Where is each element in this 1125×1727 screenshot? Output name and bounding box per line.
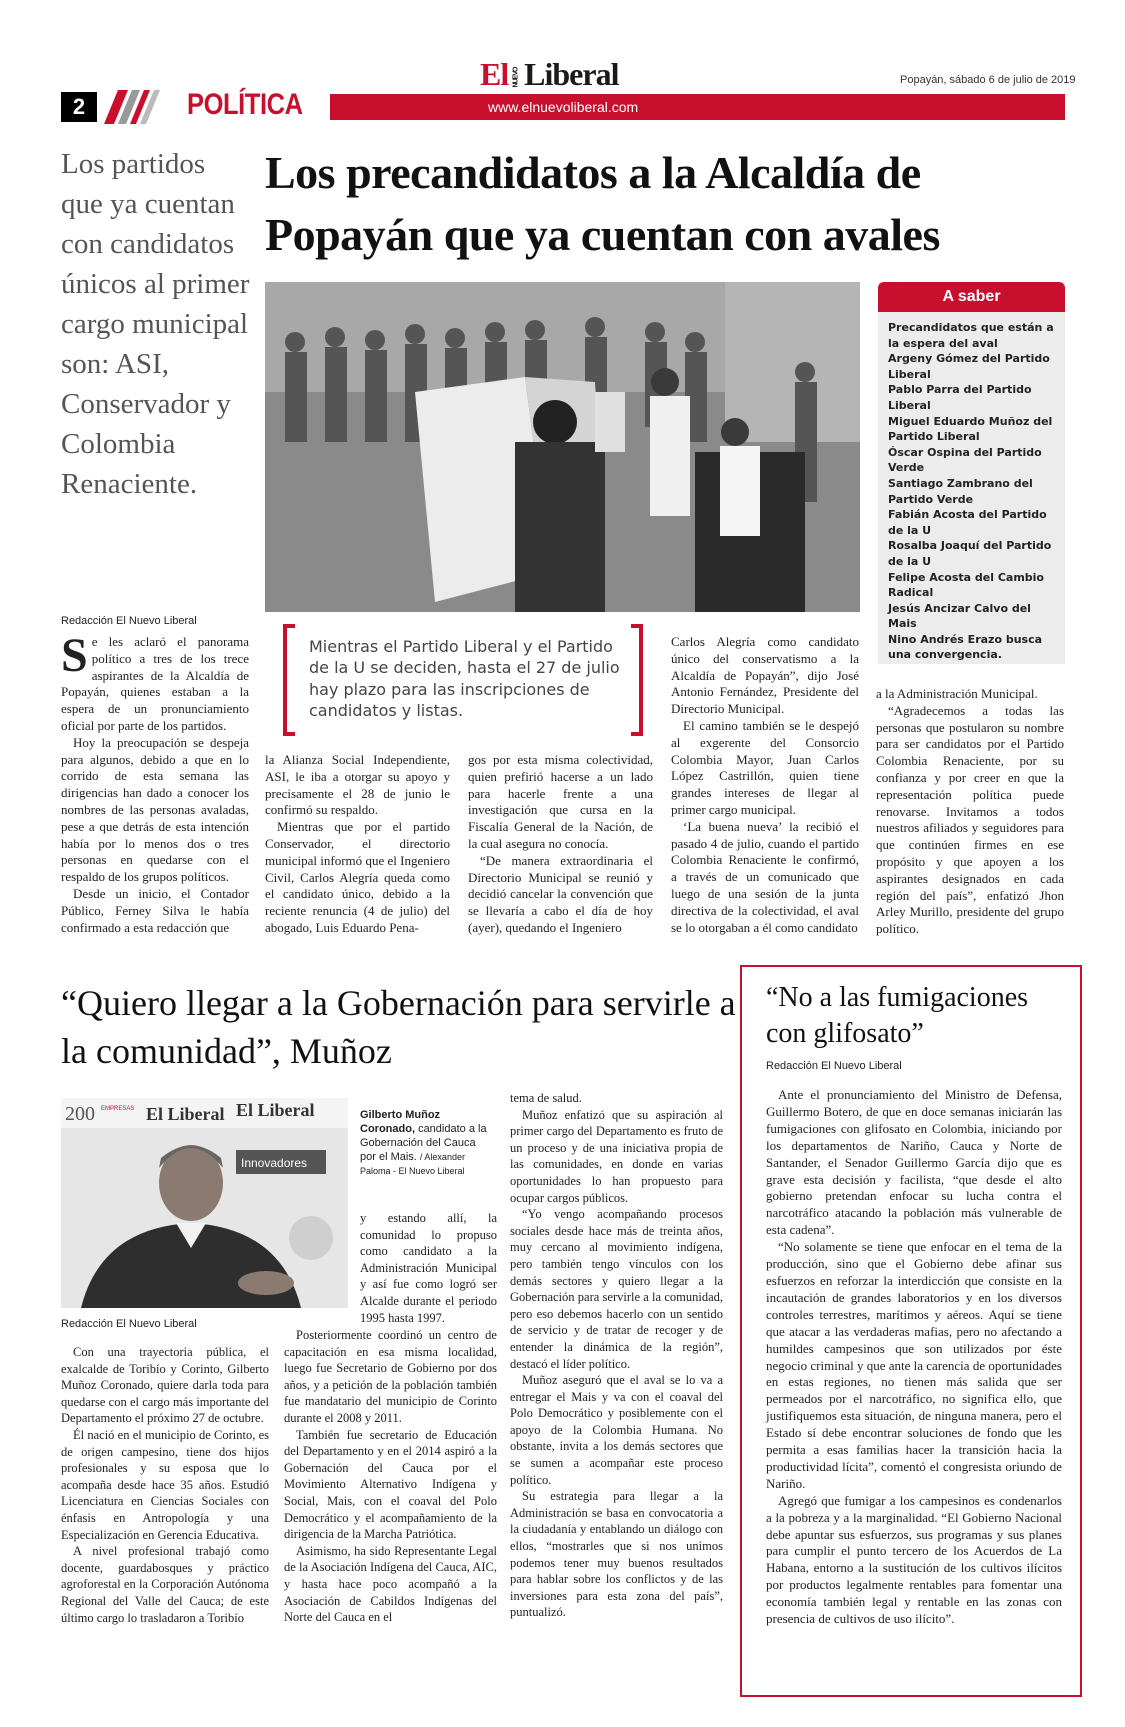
bracket-right	[631, 624, 643, 736]
paragraph: tema de salud.	[510, 1091, 582, 1105]
caption-text: candidato a la Gobernación del Cauca por el Mais.	[360, 1123, 487, 1163]
article2-headline: “Quiero llegar a la Gobernación para servirle a la comunidad”, Muñoz	[61, 983, 736, 1071]
paragraph: Muñoz aseguró que el aval se lo va a entregar el Mais y va con el coaval del Polo Democrático y posiblemente con el apoyo de la Colombia Humana. No obstante, invita a los demás sectores que se sumen a acompañar este proceso político.	[510, 1373, 723, 1487]
voting-photo	[265, 282, 860, 612]
paragraph: “No solamente se tiene que enfocar en el tema de la producción, sino que el Gobierno debe afinar sus esfuerzos en reforzar la interdicción que consiste en la incautación de grandes laboratorios y en los diversos controles terrestres, marítimos y aéreos. Aquí se tiene que atacar a las verdaderas mafias, pero no afectando a humildes campesinos que son utilizados por éste negocio criminal y que ante la carencia de oportunidades en estas regiones, no tienen más salida que ser permeados por el narcotráfico, no significa ello, que justifiquemos esta situación, de ninguna manera, pero el Estado sí debe encontrar soluciones de fondo que les permita a esas familias hacer la transición hacia la productividad lícita”, comentó el congresista oriundo de Nariño.	[766, 1239, 1062, 1491]
sidebar-list	[888, 320, 1060, 663]
list-item: Rosalba Joaquí del Partido de la U	[888, 539, 1052, 568]
article1-column-2	[265, 752, 450, 937]
paragraph: Hoy la preocupación se despeja para algunos, debido a que en lo corrido de esta semana las dirigencias han dado a conocer los nombres de las personas avaladas, pese a que detrás de esta intención había por lo menos dos o tres personas en quedarse con el respaldo de los grupos políticos.	[61, 734, 249, 885]
page-number: 2	[61, 92, 97, 122]
list-item: Santiago Zambrano del Partido Verde	[888, 476, 1033, 506]
list-item: Jesús Ancizar Calvo del Mais	[888, 601, 1031, 631]
paragraph: Muñoz enfatizó que su aspiración al primer cargo del Departamento es fruto de un proceso y de una iniciativa propia de las comunidades, en donde en varias oportunidades lo han propuesto para ocupar cargos públicos.	[510, 1107, 723, 1205]
section-title: POLÍTICA	[187, 88, 303, 121]
paragraph: Ante el pronunciamiento del Ministro de Defensa, Guillermo Botero, de que en doce semanas iniciarán las fumigaciones con glifosato en Colombia, iniciando por los departamentos de Nariño, Cauca y Norte de Santander, el Senador Guillermo García dijo que es grave esta decisión y facilista, “que desde el alto gobierno pretendan enfocar su lucha contra el narcotráfico atacando la población más vulnerable de esta cadena”.	[766, 1087, 1062, 1238]
paragraph: “Agradecemos a todas las personas que postularon su nombre para ser candidatos por el Partido Colombia Renaciente, por su confianza y por creer en que la representación política puede renovarse. Invitamos a todos nuestros afiliados y seguidores para que continúen firmes en ese propósito y que apoyen a los aspirantes designados en cada región del país”, enfatizó Jhon Arley Murillo, presidente del grupo político.	[876, 702, 1064, 937]
bracket-left	[283, 624, 295, 736]
paragraph: Su estrategia para llegar a la Administración se basa en convocatoria a la ciudadanía y entablando un diálogo con ellos, “mostrarles que si nos unimos podemos tener muy buenos resultados para hablar sobre los conflictos y de las inversiones para esta zona del país”, puntualizó.	[510, 1489, 723, 1620]
article1-column-4	[671, 634, 859, 936]
paragraph: Agregó que fumigar a los campesinos es condenarlos a la pobreza y a la marginalidad. “El Gobierno Nacional debe apuntar sus esfuerzos, sus programas y sus planes para cumplir el punto tercero de los Acuerdos de La Habana, entorno a la sustitución de los cultivos ilícitos por productos legalmente rentables para fomentar una economía también legal y rentable en las zonas con presencia de cultivos de uso ilícito”.	[766, 1492, 1062, 1627]
list-item: Pablo Parra del Partido Liberal	[888, 383, 1032, 412]
list-item: Nino Andrés Erazo busca una convergencia.	[888, 632, 1043, 662]
list-item: Miguel Eduardo Muñoz del Partido Liberal	[888, 414, 1053, 444]
article2-column-1	[61, 1344, 269, 1626]
article3-body	[766, 1087, 1062, 1628]
photo-banner-innovadores: Innovadores	[241, 1156, 308, 1170]
paragraph: ‘La buena nueva’ la recibió el pasado 4 de julio, cuando el partido Colombia Renaciente le confirmó, a través de un comunicado que luego de una sesión de la junta directiva de la colectividad, el aval se lo otorgaban a él como candidato	[671, 818, 859, 935]
article2-column-2a	[360, 1210, 497, 1326]
candidate-photo	[61, 1098, 348, 1308]
paragraph: e les aclaró el panorama político a tres de los trece aspirantes de la Alcaldía de Popayán, quienes estaban a la espera de un pronunciamiento oficial por parte de los partidos.	[61, 634, 249, 733]
paragraph: Asimismo, ha sido Representante Legal de la Asociación Indígena del Cauca, AIC, y hasta hace poco acompañó a la Asociación de Cabildos Indígenas del Norte del Cauca en el	[284, 1543, 497, 1625]
article1-column-5	[876, 686, 1064, 938]
list-item: Óscar Ospina del Partido Verde	[888, 445, 1042, 475]
dateline: Popayán, sábado 6 de julio de 2019	[900, 74, 1076, 86]
article1-byline: Redacción El Nuevo Liberal	[61, 615, 197, 627]
paragraph: Con una trayectoria pública, el exalcalde de Toribío y Corinto, Gilberto Muñoz Coronado, quiere darla toda para quedarse con el cargo más importante del Departamento el próximo 27 de octubre.	[61, 1345, 269, 1426]
paragraph: “De manera extraordinaria el Directorio Municipal se reunió y decidió cancelar la convención que se llevaría a cabo el día de hoy (ayer), quedando el Ingeniero	[468, 852, 653, 935]
quote-box-text: Mientras el Partido Liberal y el Partido de la U se deciden, hasta el 27 de julio hay plazo para las inscripciones de candidatos y listas.	[309, 637, 620, 720]
photo-banner-empresas: EMPRESAS	[101, 1106, 135, 1112]
photo-caption	[360, 1108, 490, 1178]
paragraph: a la Administración Municipal.	[876, 686, 1038, 701]
main-headline: Los precandidatos a la Alcaldía de Popayán que ya cuentan con avales	[265, 147, 940, 261]
paragraph: A nivel profesional trabajó como docente, guardabosques y práctico agroforestal en la Corporación Autónoma Regional del Valle del Cauca; de este último cargo lo trasladaron a Toribío	[61, 1544, 269, 1625]
paragraph: Desde un inicio, el Contador Público, Ferney Silva le había confirmado a esta redacción que	[61, 885, 249, 935]
article2-column-2	[284, 1327, 497, 1626]
header-red-bar	[330, 94, 1065, 120]
article2-byline: Redacción El Nuevo Liberal	[61, 1318, 197, 1330]
paragraph: y estando allí, la comunidad lo propuso como candidato a la Administración Municipal y así fue como logró ser Alcalde durante el periodo 1995 hasta 1997.	[360, 1211, 497, 1325]
paragraph: Posteriormente coordinó un centro de capacitación en esa misma localidad, luego fue Secretario de Gobierno por dos años, y a petición de la población también fue mandatario del municipio de Corinto durante el 2008 y 2011.	[284, 1328, 497, 1425]
dropcap: S	[61, 629, 88, 682]
pull-quote: Los partidos que ya cuentan con candidatos únicos al primer cargo municipal son: ASI, Conservador y Colombia Renaciente.	[61, 148, 250, 501]
photo-banner-1: El Liberal	[146, 1104, 225, 1124]
paragraph: “Yo vengo acompañando procesos sociales desde hace más de treinta años, muy cercano al movimiento indígena, pero también tengo vínculos con los demás sectores y quiero llegar a la Gobernación para servirle a la comunidad, pero eso debemos hacerlo con un sentido de servicio y de tratar de recoger y de entender la dinámica de la región”, destacó el líder político.	[510, 1207, 723, 1371]
list-item: Fabián Acosta del Partido de la U	[888, 508, 1047, 537]
photo-banner-2: El Liberal	[236, 1100, 315, 1120]
article1-column-1	[61, 629, 249, 936]
paragraph: Él nació en el municipio de Corinto, es de origen campesino, tiene dos hijos profesionales y su esposa que lo acompaña desde hace 35 años. Estudió Licenciatura en Ciencias Sociales con énfasis en Antropología y una Especialización en Gerencia Educativa.	[61, 1427, 269, 1542]
paragraph: gos por esta misma colectividad, quien prefirió hacerse a un lado para hacerle frente a una investigación que cursa en la Fiscalía General de la Nación, de la cual asegura no conocía.	[468, 752, 653, 851]
article3-headline: “No a las fumigaciones con glifosato”	[766, 982, 1029, 1050]
paragraph: Mientras que por el partido Conservador, el directorio municipal informó que el Ingeniero Civil, Carlos Alegría queda como el candidato único, debido a la reciente renuncia (4 de julio) del abogado, Luis Eduardo Pena-	[265, 819, 450, 935]
paragraph: Carlos Alegría como candidato único del conservatismo a la Alcaldía de Popayán”, dijo José Antonio Fernández, Presidente del Directorio Municipal.	[671, 634, 859, 717]
site-url: www.elnuevoliberal.com	[488, 99, 639, 115]
newspaper-logo	[480, 56, 618, 93]
list-item: Precandidatos que están a la espera del aval	[888, 321, 1054, 350]
paragraph: El camino también se le despejó al exgerente del Consorcio Colombia Mayor, Juan Carlos López Castrillón, quien tiene grandes intereses de llegar al primer cargo municipal.	[671, 717, 859, 817]
logo-nuevo: NUEVO	[512, 67, 520, 88]
caption-name: Gilberto Muñoz Coronado,	[360, 1109, 441, 1135]
article2-column-3	[510, 1090, 723, 1621]
caption-credit: / Alexander Paloma - El Nuevo Liberal	[360, 1152, 465, 1176]
sidebar-title: A saber	[878, 282, 1065, 312]
logo-el: El	[480, 56, 509, 92]
logo-liberal: Liberal	[524, 56, 619, 92]
article3-byline: Redacción El Nuevo Liberal	[766, 1060, 902, 1072]
stripes-decoration	[104, 90, 164, 124]
paragraph: También fue secretario de Educación del Departamento y en el 2014 aspiró a la Gobernación del Cauca por el Movimiento Alternativo Indígena y Social, Mais, con el coaval del Polo Democrático y el acompañamiento de la dirigencia de la Marcha Patriótica.	[284, 1427, 497, 1542]
quote-box	[283, 624, 643, 728]
photo-banner-200: 200	[65, 1103, 95, 1125]
article1-column-3	[468, 752, 653, 937]
list-item: Felipe Acosta del Cambio Radical	[888, 570, 1044, 600]
list-item: Argeny Gómez del Partido Liberal	[888, 352, 1050, 381]
paragraph: la Alianza Social Independiente, ASI, le iba a otorgar su apoyo y precisamente el 28 de junio le confirmó su respaldo.	[265, 752, 450, 818]
